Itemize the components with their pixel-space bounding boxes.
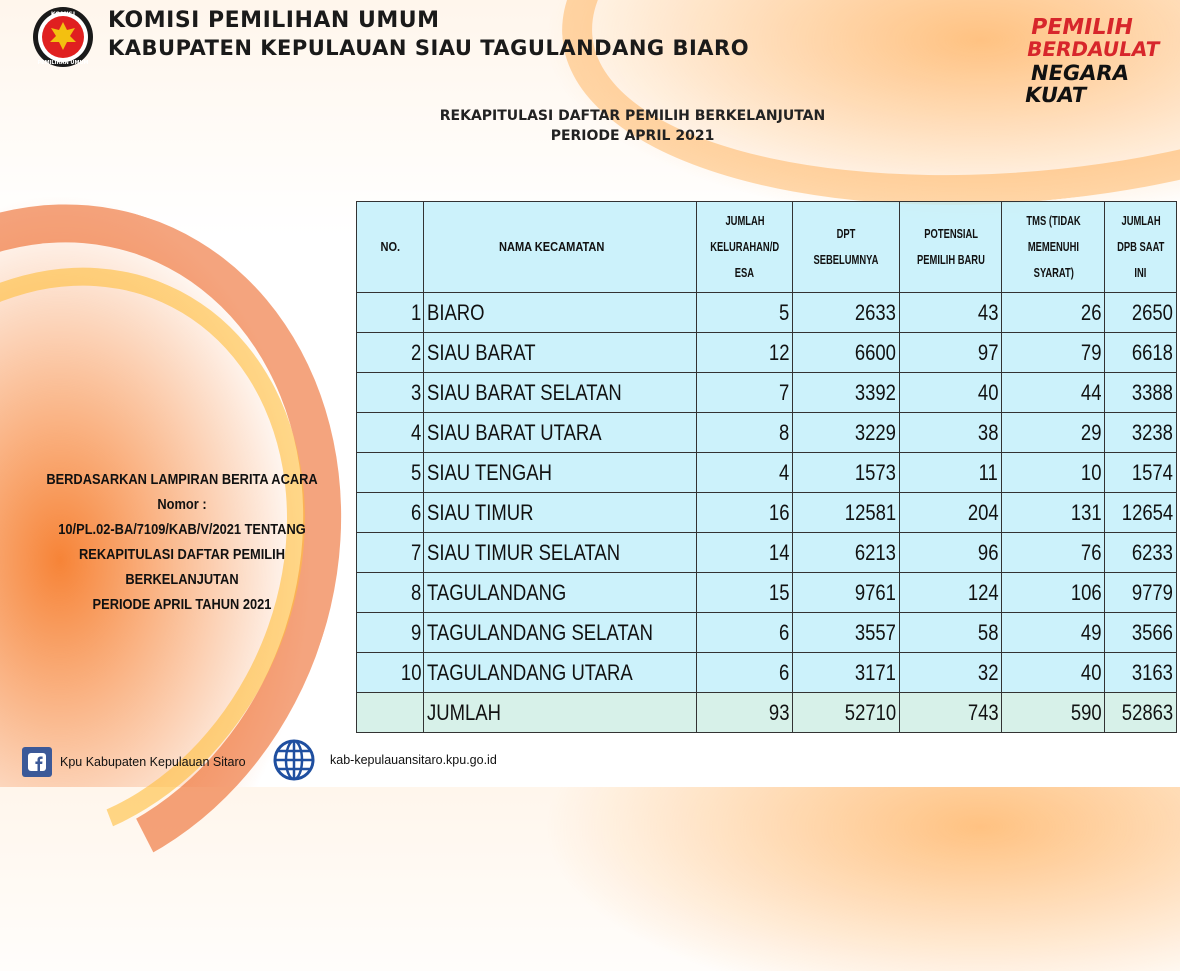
subtitle-line2: PERIODE APRIL 2021 <box>550 128 715 144</box>
table-row <box>357 413 1177 453</box>
header-tms: TMS (TIDAK MEMENUHI SYARAT) <box>1002 202 1105 293</box>
row-nama-kecamatan: SIAU TENGAH <box>424 453 697 493</box>
row-potensial-pemilih-baru: 743 <box>900 693 1002 733</box>
logo-top-text: KOMISI <box>50 11 76 18</box>
voter-recap-table <box>356 201 1177 733</box>
row-potensial-pemilih-baru: 40 <box>900 373 1002 413</box>
row-nama-kecamatan: BIARO <box>424 293 697 333</box>
row-dpt-sebelumnya: 9761 <box>793 573 900 613</box>
side-note-line2: 10/PL.02-BA/7109/KAB/V/2021 TENTANG <box>58 522 306 538</box>
row-potensial-pemilih-baru: 43 <box>900 293 1002 333</box>
header-nama-kecamatan: NAMA KECAMATAN <box>424 202 697 293</box>
row-jumlah-dpb: 9779 <box>1105 573 1177 613</box>
facebook-icon <box>22 747 52 777</box>
header-dpt-sebelumnya: DPT SEBELUMNYA <box>793 202 900 293</box>
row-potensial-pemilih-baru: 58 <box>900 613 1002 653</box>
globe-icon <box>272 738 316 782</box>
row-tms: 106 <box>1002 573 1105 613</box>
row-dpt-sebelumnya: 12581 <box>793 493 900 533</box>
table-total-row <box>357 693 1177 733</box>
row-no: 7 <box>357 533 424 573</box>
row-nama-kecamatan: SIAU BARAT SELATAN <box>424 373 697 413</box>
row-potensial-pemilih-baru: 38 <box>900 413 1002 453</box>
header-title-line2: KABUPATEN KEPULAUAN SIAU TAGULANDANG BIARO <box>108 36 750 60</box>
row-potensial-pemilih-baru: 97 <box>900 333 1002 373</box>
row-tms: 10 <box>1002 453 1105 493</box>
table-row <box>357 373 1177 413</box>
row-dpt-sebelumnya: 52710 <box>793 693 900 733</box>
side-note-line4: PERIODE APRIL TAHUN 2021 <box>92 597 272 613</box>
row-jumlah-kelurahan: 16 <box>696 493 792 533</box>
header-no: NO. <box>357 202 424 293</box>
slogan-line3: NEGARA <box>1028 60 1131 85</box>
header-jumlah-kelurahan: JUMLAH KELURAHAN/D ESA <box>696 202 792 293</box>
slogan-line1: PEMILIH <box>1028 14 1136 40</box>
row-no: 1 <box>357 293 424 333</box>
row-jumlah-dpb: 6233 <box>1105 533 1177 573</box>
row-jumlah-kelurahan: 15 <box>696 573 792 613</box>
row-jumlah-dpb: 1574 <box>1105 453 1177 493</box>
row-jumlah-kelurahan: 4 <box>696 453 792 493</box>
row-potensial-pemilih-baru: 11 <box>900 453 1002 493</box>
row-tms: 590 <box>1002 693 1105 733</box>
row-dpt-sebelumnya: 6600 <box>793 333 900 373</box>
logo-bottom-text: PEMILIHAN UMUM <box>37 60 89 66</box>
row-nama-kecamatan: SIAU TIMUR SELATAN <box>424 533 697 573</box>
row-jumlah-dpb: 12654 <box>1105 493 1177 533</box>
row-no: 6 <box>357 493 424 533</box>
table-row <box>357 533 1177 573</box>
header-jumlah-dpb: JUMLAH DPB SAAT INI <box>1105 202 1177 293</box>
table-row <box>357 573 1177 613</box>
footer-website[interactable] <box>272 740 497 780</box>
header-potensial-pemilih-baru: POTENSIAL PEMILIH BARU <box>900 202 1002 293</box>
row-jumlah-kelurahan: 6 <box>696 653 792 693</box>
row-tms: 76 <box>1002 533 1105 573</box>
row-no: 5 <box>357 453 424 493</box>
table-row <box>357 293 1177 333</box>
row-no <box>357 693 424 733</box>
side-note <box>34 468 330 618</box>
row-jumlah-dpb: 3566 <box>1105 613 1177 653</box>
row-tms: 40 <box>1002 653 1105 693</box>
kpu-logo <box>30 6 96 68</box>
row-dpt-sebelumnya: 3557 <box>793 613 900 653</box>
row-jumlah-kelurahan: 7 <box>696 373 792 413</box>
row-jumlah-dpb: 3163 <box>1105 653 1177 693</box>
row-potensial-pemilih-baru: 96 <box>900 533 1002 573</box>
row-nama-kecamatan: TAGULANDANG SELATAN <box>424 613 697 653</box>
row-potensial-pemilih-baru: 204 <box>900 493 1002 533</box>
row-jumlah-kelurahan: 93 <box>696 693 792 733</box>
slogan-line2: BERDAULAT <box>1025 37 1162 61</box>
table-row <box>357 453 1177 493</box>
row-tms: 79 <box>1002 333 1105 373</box>
row-tms: 44 <box>1002 373 1105 413</box>
row-tms: 26 <box>1002 293 1105 333</box>
row-no: 8 <box>357 573 424 613</box>
row-jumlah-dpb: 3238 <box>1105 413 1177 453</box>
row-nama-kecamatan: SIAU TIMUR <box>424 493 697 533</box>
row-no: 10 <box>357 653 424 693</box>
row-jumlah-kelurahan: 14 <box>696 533 792 573</box>
side-note-line3: REKAPITULASI DAFTAR PEMILIH BERKELANJUTAN <box>79 547 285 588</box>
footer-facebook[interactable] <box>22 742 246 782</box>
table-row <box>357 613 1177 653</box>
table-row <box>357 333 1177 373</box>
table-row <box>357 493 1177 533</box>
row-jumlah-dpb: 3388 <box>1105 373 1177 413</box>
row-tms: 131 <box>1002 493 1105 533</box>
slogan-line4: KUAT <box>1022 82 1089 107</box>
row-no: 4 <box>357 413 424 453</box>
row-no: 9 <box>357 613 424 653</box>
row-dpt-sebelumnya: 6213 <box>793 533 900 573</box>
row-nama-kecamatan: SIAU BARAT UTARA <box>424 413 697 453</box>
row-nama-kecamatan: JUMLAH <box>424 693 697 733</box>
row-nama-kecamatan: TAGULANDANG <box>424 573 697 613</box>
table-header-row <box>357 202 1177 293</box>
slogan-logo <box>1010 10 1170 110</box>
row-no: 3 <box>357 373 424 413</box>
row-jumlah-kelurahan: 8 <box>696 413 792 453</box>
row-nama-kecamatan: SIAU BARAT <box>424 333 697 373</box>
facebook-label: Kpu Kabupaten Kepulauan Sitaro <box>60 755 246 769</box>
row-nama-kecamatan: TAGULANDANG UTARA <box>424 653 697 693</box>
row-tms: 29 <box>1002 413 1105 453</box>
row-jumlah-dpb: 6618 <box>1105 333 1177 373</box>
row-dpt-sebelumnya: 3392 <box>793 373 900 413</box>
row-jumlah-kelurahan: 12 <box>696 333 792 373</box>
row-dpt-sebelumnya: 3229 <box>793 413 900 453</box>
row-dpt-sebelumnya: 3171 <box>793 653 900 693</box>
row-dpt-sebelumnya: 1573 <box>793 453 900 493</box>
row-no: 2 <box>357 333 424 373</box>
row-dpt-sebelumnya: 2633 <box>793 293 900 333</box>
row-potensial-pemilih-baru: 32 <box>900 653 1002 693</box>
website-link[interactable]: kab-kepulauansitaro.kpu.go.id <box>330 753 497 767</box>
row-jumlah-kelurahan: 6 <box>696 613 792 653</box>
subtitle-line1: REKAPITULASI DAFTAR PEMILIH BERKELANJUTAN <box>439 108 826 124</box>
table-row <box>357 653 1177 693</box>
row-jumlah-dpb: 52863 <box>1105 693 1177 733</box>
side-note-line1: BERDASARKAN LAMPIRAN BERITA ACARA Nomor : <box>46 472 318 513</box>
row-jumlah-kelurahan: 5 <box>696 293 792 333</box>
row-tms: 49 <box>1002 613 1105 653</box>
row-potensial-pemilih-baru: 124 <box>900 573 1002 613</box>
header-title-line1: KOMISI PEMILIHAN UMUM <box>108 8 440 33</box>
row-jumlah-dpb: 2650 <box>1105 293 1177 333</box>
